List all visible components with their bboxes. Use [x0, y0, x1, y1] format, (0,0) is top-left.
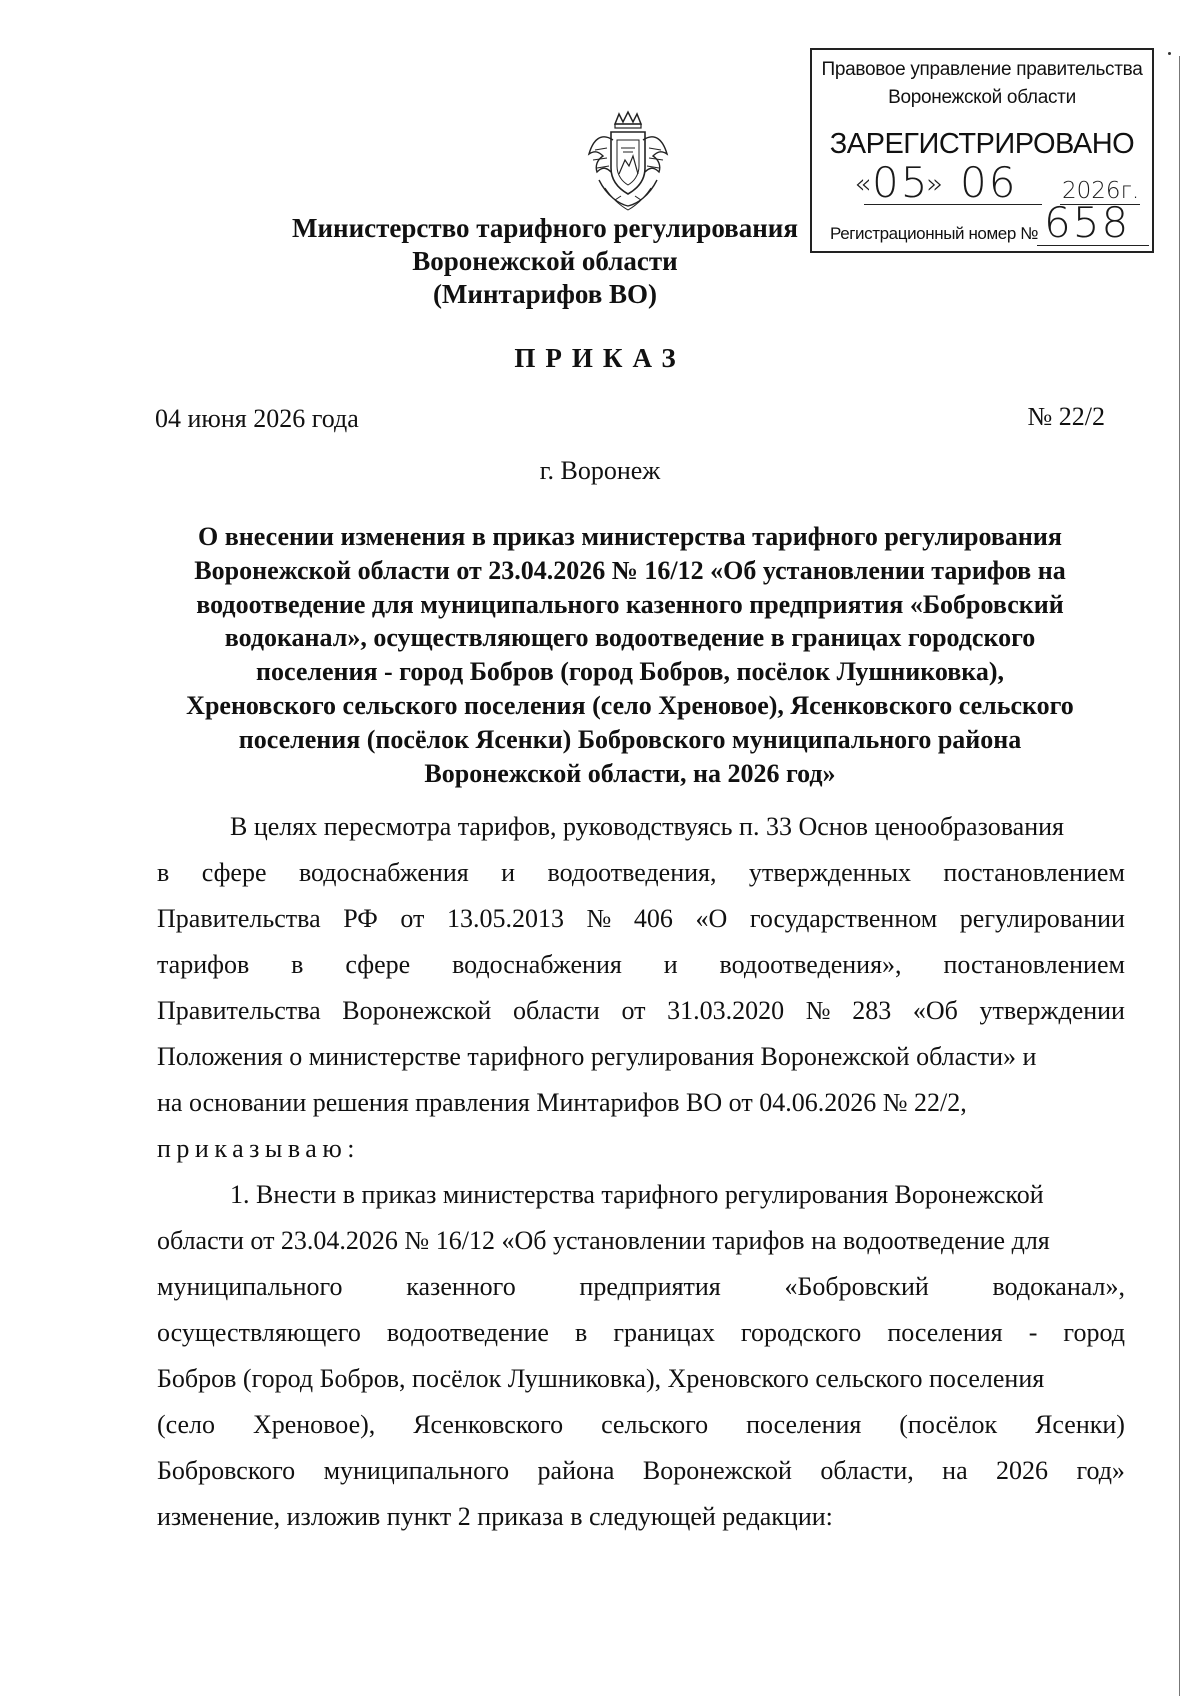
- coat-of-arms-emblem: [585, 110, 671, 216]
- body-word: утвержденных: [748, 858, 911, 887]
- body-word: сельского: [601, 1410, 709, 1439]
- body-word: Воронежской: [342, 996, 492, 1025]
- stamp-day-underline: [864, 204, 952, 205]
- body-line: Бобров (город Бобров, посёлок Лушниковка), Хреновского сельского поселения: [157, 1364, 1045, 1393]
- body-line: [157, 1272, 1125, 1302]
- stamp-year: 2026г.: [1062, 178, 1140, 204]
- stamp-reg-number-underline: [1037, 245, 1149, 246]
- body-word: границах: [613, 1318, 715, 1347]
- body-word: и: [501, 858, 516, 887]
- body-word: утверждении: [979, 996, 1125, 1025]
- body-word: муниципального: [323, 1456, 510, 1485]
- body-word: регулировании: [959, 904, 1125, 933]
- body-word: (посёлок: [899, 1410, 998, 1439]
- body-line: [157, 858, 1125, 888]
- stamp-registered-label: ЗАРЕГИСТРИРОВАНО: [829, 128, 1135, 160]
- body-line: [157, 1318, 1125, 1348]
- body-word: Воронежской: [642, 1456, 792, 1485]
- body-word: РФ: [343, 904, 378, 933]
- title-line: водоканал», осуществляющего водоотведение в границах городского: [224, 623, 1036, 653]
- body-word: -: [1028, 1318, 1038, 1347]
- order-date: 04 июня 2026 года: [155, 404, 359, 433]
- body-word: от: [621, 996, 646, 1025]
- body-line: [157, 904, 1125, 934]
- body-word: Хреновое),: [252, 1410, 376, 1439]
- body-word: город: [1063, 1318, 1125, 1347]
- scan-edge-dot: [1168, 52, 1171, 55]
- order-number: № 22/2: [1027, 402, 1105, 431]
- body-word: «Бобровский: [784, 1272, 929, 1301]
- body-word: и: [663, 950, 678, 979]
- body-word: год»: [1076, 1456, 1125, 1485]
- title-line: О внесении изменения в приказ министерства тарифного регулирования: [198, 522, 1062, 551]
- stamp-reg-number: 658: [1044, 198, 1131, 247]
- body-word: поселения: [887, 1318, 1003, 1347]
- order-title: [150, 520, 1110, 790]
- title-line: Воронежской области, на 2026 год»: [424, 758, 836, 788]
- body-word: в: [291, 950, 304, 979]
- title-line: поселения (посёлок Ясенки) Бобровского муниципального района: [238, 724, 1022, 754]
- stamp-reg-number-label: Регистрационный номер №: [830, 224, 1039, 243]
- body-word: 406: [633, 904, 673, 933]
- body-word: государственном: [749, 904, 938, 933]
- body-word: в: [575, 1318, 588, 1347]
- stamp-close-quote: »: [926, 167, 944, 200]
- body-line: [157, 1410, 1125, 1440]
- body-word: Ясенки): [1035, 1410, 1125, 1439]
- body-word: постановлением: [943, 950, 1125, 979]
- body-word: водоотведения»,: [719, 950, 902, 979]
- body-line: изменение, изложив пункт 2 приказа в следующей редакции:: [157, 1502, 833, 1531]
- body-word: №: [586, 904, 612, 933]
- body-word: района: [537, 1456, 615, 1485]
- body-line: [157, 996, 1125, 1026]
- body-word: тарифов: [157, 950, 250, 979]
- stamp-open-quote: «: [854, 167, 872, 200]
- body-line: 1. Внести в приказ министерства тарифного регулирования Воронежской: [230, 1180, 1044, 1209]
- body-word: области: [512, 996, 600, 1025]
- body-line: [157, 1456, 1125, 1486]
- body-word: 13.05.2013: [446, 904, 564, 933]
- body-word: сфере: [201, 858, 267, 887]
- body-word: 2026: [996, 1456, 1049, 1485]
- body-word: казенного: [406, 1272, 516, 1301]
- stamp-month-underline: [952, 204, 1042, 205]
- body-word: от: [400, 904, 425, 933]
- body-word: городского: [740, 1318, 862, 1347]
- title-line: поселения - город Бобров (город Бобров, посёлок Лушниковка),: [255, 657, 1005, 687]
- body-word: Ясенковского: [413, 1410, 564, 1439]
- order-heading: ПРИКАЗ: [514, 343, 686, 373]
- title-line: водоотведение для муниципального казенного предприятия «Бобровский: [196, 589, 1064, 619]
- body-word: Бобровского: [157, 1456, 296, 1485]
- stamp-authority-line1: Правовое управление правительства: [821, 59, 1143, 80]
- body-word: 31.03.2020: [667, 996, 785, 1025]
- title-line: Хреновского сельского поселения (село Хреновое), Ясенковского сельского: [186, 690, 1074, 720]
- ministry-name-line1: Министерство тарифного регулирования: [292, 213, 798, 243]
- body-word: водоканал»,: [992, 1272, 1125, 1301]
- body-line: на основании решения правления Минтарифов ВО от 04.06.2026 № 22/2,: [157, 1088, 967, 1117]
- body-word: Правительства: [157, 996, 321, 1025]
- body-word: Правительства: [157, 904, 321, 933]
- stamp-day: 05: [872, 158, 930, 207]
- body-word: водоотведение: [386, 1318, 549, 1347]
- body-word: в: [157, 858, 170, 887]
- body-word: «Об: [912, 996, 958, 1025]
- body-word: области,: [820, 1456, 914, 1485]
- body-word: осуществляющего: [157, 1318, 361, 1347]
- body-word: постановлением: [943, 858, 1125, 887]
- body-word: 283: [852, 996, 892, 1025]
- title-line: Воронежской области от 23.04.2026 № 16/12 «Об установлении тарифов на: [194, 555, 1066, 585]
- stamp-month: 06: [960, 158, 1018, 207]
- body-word: (село: [157, 1410, 216, 1439]
- stamp-authority-line2: Воронежской области: [888, 87, 1076, 108]
- body-word: на: [942, 1456, 968, 1485]
- body-word: «О: [695, 904, 728, 933]
- ministry-name-line2: Воронежской области: [412, 246, 678, 276]
- body-line: области от 23.04.2026 № 16/12 «Об установлении тарифов на водоотведение для: [157, 1226, 1050, 1255]
- body-word: предприятия: [579, 1272, 721, 1301]
- body-word: поселения: [746, 1410, 862, 1439]
- body-line: [157, 950, 1125, 980]
- body-word: муниципального: [157, 1272, 343, 1301]
- ministry-name-line3: (Минтарифов ВО): [432, 279, 658, 309]
- body-line-order-verb: приказываю:: [157, 1134, 360, 1163]
- scan-edge-line: [1179, 56, 1180, 1696]
- body-line: В целях пересмотра тарифов, руководствуясь п. 33 Основ ценообразования: [230, 812, 1064, 841]
- body-word: №: [805, 996, 831, 1025]
- body-line: Положения о министерстве тарифного регулирования Воронежской области» и: [157, 1042, 1037, 1071]
- body-word: водоотведения,: [547, 858, 717, 887]
- body-word: сфере: [345, 950, 411, 979]
- body-word: водоснабжения: [452, 950, 622, 979]
- order-city: г. Воронеж: [539, 456, 661, 485]
- body-word: водоснабжения: [298, 858, 469, 887]
